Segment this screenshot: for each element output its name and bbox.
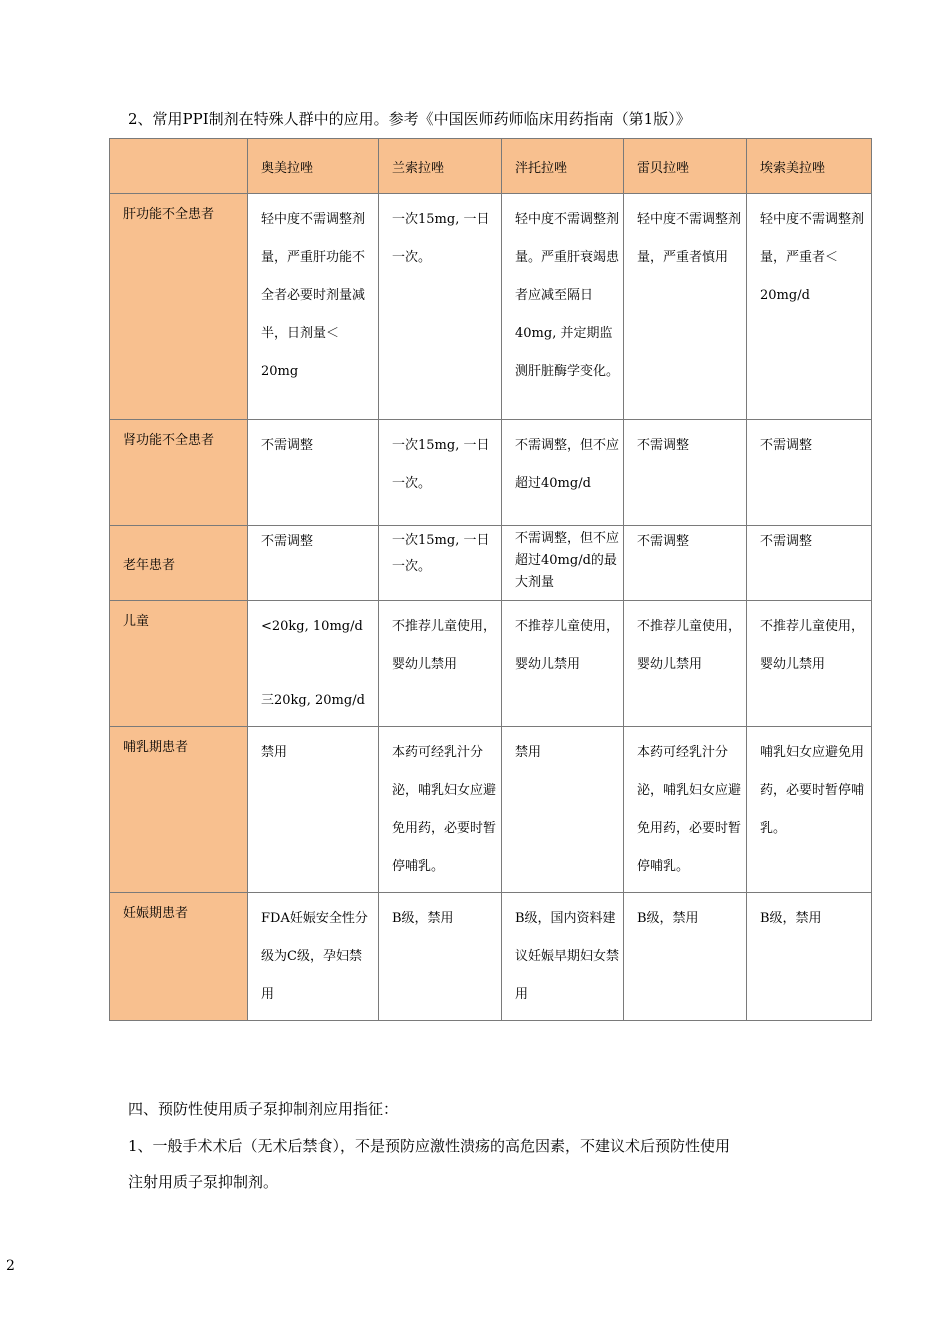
table-cell: 轻中度不需调整剂量，严重者＜20mg/d [747,194,872,420]
table-cell: 本药可经乳汁分泌，哺乳妇女应避免用药，必要时暂停哺乳。 [379,727,502,893]
row-label: 妊娠期患者 [110,893,248,1021]
table-cell: 不需调整，但不应超过40mg/d的最大剂量 [502,526,624,601]
section-title: 四、预防性使用质子泵抑制剂应用指征： [128,1100,399,1118]
table-cell: 禁用 [502,727,624,893]
paragraph-line-1: 1、一般手术术后（无术后禁食），不是预防应激性溃疡的高危因素，不建议术后预防性使用 [128,1137,731,1155]
table-cell: 不需调整 [747,526,872,601]
header-rabeprazole: 雷贝拉唑 [624,139,747,194]
table-header-row [110,139,872,194]
table-cell: 本药可经乳汁分泌，哺乳妇女应避免用药，必要时暂停哺乳。 [624,727,747,893]
table-cell: 不推荐儿童使用，婴幼儿禁用 [379,601,502,727]
table-row [110,194,872,420]
table-cell: 不推荐儿童使用，婴幼儿禁用 [502,601,624,727]
table-cell: 禁用 [248,727,379,893]
table-cell: B级，禁用 [624,893,747,1021]
header-lansoprazole: 兰索拉唑 [379,139,502,194]
table-cell: 一次15mg, 一日一次。 [379,526,502,601]
table-row [110,893,872,1021]
table-cell: B级，国内资料建议妊娠早期妇女禁用 [502,893,624,1021]
table-cell: 不推荐儿童使用，婴幼儿禁用 [624,601,747,727]
table-cell: 哺乳妇女应避免用药，必要时暂停哺乳。 [747,727,872,893]
header-omeprazole: 奥美拉唑 [248,139,379,194]
header-corner [110,139,248,194]
header-esomeprazole: 埃索美拉唑 [747,139,872,194]
table-cell: 轻中度不需调整剂量，严重肝功能不全者必要时剂量减半，日剂量＜20mg [248,194,379,420]
table-cell: 一次15mg, 一日一次。 [379,420,502,526]
ppi-special-population-table [109,138,872,1021]
table-row [110,420,872,526]
row-label: 肾功能不全患者 [110,420,248,526]
row-label: 老年患者 [110,526,248,601]
table-cell: 一次15mg, 一日一次。 [379,194,502,420]
table-cell: B级，禁用 [747,893,872,1021]
table-row [110,601,872,727]
table-cell: 轻中度不需调整剂量，严重者慎用 [624,194,747,420]
row-label: 哺乳期患者 [110,727,248,893]
table-cell: 不推荐儿童使用，婴幼儿禁用 [747,601,872,727]
header-pantoprazole: 泮托拉唑 [502,139,624,194]
row-label: 肝功能不全患者 [110,194,248,420]
child-dose-under-20kg: <20kg, 10mg/d [261,619,363,634]
table-row [110,526,872,601]
table-cell: 轻中度不需调整剂量。严重肝衰竭患者应减至隔日40mg, 并定期监测肝脏酶学变化。 [502,194,624,420]
page-number: 2 [6,1258,15,1274]
table-heading: 2、常用PPI制剂在特殊人群中的应用。参考《中国医师药师临床用药指南（第1版）》 [128,110,691,128]
table-cell: 不需调整 [624,420,747,526]
table-cell [248,601,379,727]
table-row [110,727,872,893]
paragraph-line-2: 注射用质子泵抑制剂。 [128,1173,279,1191]
table-cell: 不需调整 [248,420,379,526]
table-cell: 不需调整 [248,526,379,601]
table-cell: 不需调整，但不应超过40mg/d [502,420,624,526]
table-cell: FDA妊娠安全性分级为C级，孕妇禁用 [248,893,379,1021]
table-cell: 不需调整 [624,526,747,601]
row-label: 儿童 [110,601,248,727]
child-dose-over-20kg: 三20kg, 20mg/d [261,693,365,708]
table-cell: B级，禁用 [379,893,502,1021]
table-cell: 不需调整 [747,420,872,526]
